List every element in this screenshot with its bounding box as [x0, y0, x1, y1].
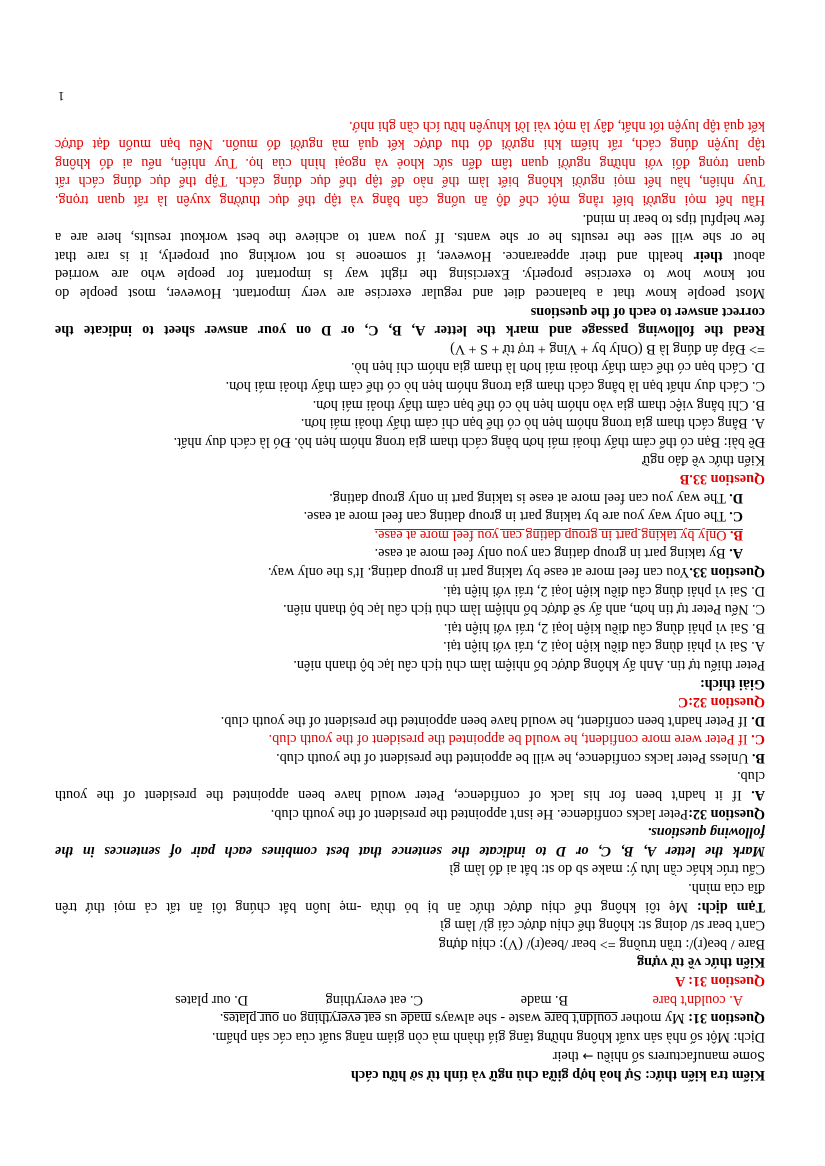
q32-line: Peter thiếu tự tin. Anh ấy không được bổ nhiệm làm chủ tịch câu lạc bộ thanh niên.	[293, 656, 765, 673]
q32-option-d: D. If Peter hadn't been confident, he would have been appointed the president of the youth club.	[220, 712, 765, 729]
document-body	[55, 116, 765, 1084]
arrow-right-icon: →	[582, 1048, 594, 1064]
question-31: Question 31: My mother couldn't bare waste - she always made us eat everything on our plates.	[219, 1010, 765, 1027]
translation-line: Dịch: Một số nhà sản xuất không những tăng giá thành mà còn giảm năng suất của các sản phẩm.	[212, 1028, 765, 1045]
q33-option-c: C. The only way you are by taking part in group dating can feel more at ease.	[303, 508, 743, 525]
q32-option-b: B. Unless Peter lacks confidence, he will be appointed the president of the youth club.	[276, 749, 765, 766]
question-33: Question 33.You can feel more at ease by taking part in group dating. It's the only way.	[267, 563, 765, 580]
instruction-combine: Mark the letter A, B, C, or D to indicate the sentence that best combines each pair of sentences in the	[55, 842, 765, 859]
q33-option-a: A. By taking part in group dating can you only feel more at ease.	[374, 545, 743, 562]
q31-option-a: A. couldn't bare	[652, 991, 743, 1008]
q32-line: C. Nếu Peter tự tin hơn, anh ấy sẽ được bổ nhiệm làm chủ tịch câu lạc bộ thanh niên.	[283, 601, 765, 618]
q32-option-a: A. If it hadn't been for his lack of confidence, Peter would have been appointed the president of the youth	[55, 787, 765, 804]
q33-line: A. Bằng cách tham gia trong nhóm hẹn hò có thể bạn chỉ cảm thấy thoải mái hơn.	[300, 415, 765, 432]
q31-knowledge-title: Kiến thức về từ vựng	[637, 954, 765, 971]
passage-line: not know how to exercise properly. Exercising the right way is important for people who are worried	[55, 266, 765, 283]
passage-line: few helpful tips to bear in mind.	[582, 210, 765, 227]
q32-option-a-cont: club.	[737, 768, 765, 785]
passage-vi-line: kết quả tập luyện tốt nhất, đây là một vài lời khuyên hữu ích cần ghi nhớ.	[349, 117, 765, 134]
q31-line: Can't bear st/ doing st: không thể chịu được cái gì/ làm gì	[439, 917, 765, 934]
q31-line: Bare / beə(r)/: trần truồng => bear /beə(r)/ (V): chịu đựng	[438, 935, 765, 952]
q32-line: B. Sai vì phải dùng câu điều kiện loại 2, trái với hiện tại.	[443, 619, 765, 636]
passage-line: he or she will see the results he or she wants. If you want to achieve the best workout results, here are a	[55, 229, 765, 246]
passage-line: Most people know that a balanced diet and regular exercise are very important. However, most people do	[55, 285, 765, 302]
q33-line: D. Cách bạn có thể cảm thấy thoải mái hơn là tham gia nhóm chỉ hẹn hò.	[350, 359, 765, 376]
q32-option-c: C. If Peter were more confident, he would be appointed the president of the youth club.	[268, 731, 765, 748]
page-number: 1	[58, 88, 65, 104]
intro-line: Some manufacturers số nhiều → their	[552, 1048, 765, 1065]
q33-line: Đề bài: Bạn có thể cảm thấy thoải mái hơn bằng cách tham gia trong nhóm hẹn hò. Đó là cách duy nhất.	[173, 433, 765, 450]
passage-vi-line: tập luyện đúng cách, rất hiếm khi người đó thu được kết quả mà người đó muốn. Nếu bạn muốn đạt được	[55, 136, 765, 153]
q31-option-c: C. eat everything	[325, 991, 423, 1008]
section-heading: Kiểm tra kiến thức: Sự hoà hợp giữa chủ ngữ và tính từ sở hữu cách	[350, 1067, 765, 1083]
q31-option-b: B. made	[520, 991, 568, 1008]
q31-options	[55, 990, 765, 1009]
q33-line: B. Chỉ bằng việc tham gia vào nhóm hẹn hò có thể bạn cảm thấy thoải mái hơn.	[312, 396, 765, 413]
q33-answer: Question 33.B	[679, 471, 765, 487]
q31-option-d: D. our plates	[175, 991, 248, 1008]
passage-vi-line: Tuy nhiên, hầu hết mọi người không biết làm thế nào để tập thể dục đúng cách. Tập thể dục đúng cách rất	[55, 173, 765, 190]
q32-line: A. Sai vì phải dùng câu điều kiện loại 2, trái với hiện tại.	[443, 638, 765, 655]
passage-vi-line: Hầu hết mọi người biết rằng một chế độ ăn uống cân bằng và tập thể dục thường xuyên là rất quan trọng.	[55, 192, 765, 209]
q31-answer: Question 31: A	[675, 973, 765, 990]
instruction-combine-cont: following questions.	[647, 824, 765, 841]
q33-line: C. Cách duy nhất bạn là bằng cách tham gia trong nhóm hẹn hò có thể cảm thấy thoải mái hơn.	[225, 378, 765, 395]
passage-line: about their health and their appearance. However, if someone is not working out properly, it is rare that	[55, 247, 765, 264]
q32-line: D. Sai vì phải dùng câu điều kiện loại 2, trái với hiện tại.	[443, 582, 765, 599]
reading-instruction: Read the following passage and mark the letter A, B, C, or D on your answer sheet to indicate the	[55, 322, 765, 339]
q33-option-b: B. Only by taking part in group dating can you feel more at ease.	[374, 526, 743, 543]
q33-line: => Đáp án đúng là B (Only by + Ving + trợ từ + S + V)	[450, 340, 765, 357]
reading-instruction-cont: correct answer to each of the questions	[530, 303, 765, 320]
q33-option-d: D. The way you can feel more at ease is taking part in only group dating.	[329, 489, 743, 506]
q32-explanation-title: Giải thích:	[699, 675, 765, 692]
q32-answer: Question 32:C	[677, 694, 765, 711]
passage-vi-line: quan trọng đối với những người quan tâm đến sức khoẻ và ngoại hình của họ. Tuy nhiên, nếu ai đó không	[55, 154, 765, 171]
q33-knowledge-title: Kiến thức về đảo ngữ	[642, 452, 765, 469]
q31-extra-note: Cấu trúc khác cần lưu ý: make sb do st: bắt ai đó làm gì	[449, 861, 765, 878]
question-32: Question 32:Peter lacks confidence. He isn't appointed the president of the youth club.	[270, 805, 765, 822]
q31-translation-cont: đĩa của mình.	[688, 880, 765, 897]
q31-translation: Tạm dịch: Mẹ tôi không thể chịu được thức ăn bị bỏ thừa -mẹ luôn bắt chúng tôi ăn tất cả mọi thứ trên	[55, 898, 765, 915]
